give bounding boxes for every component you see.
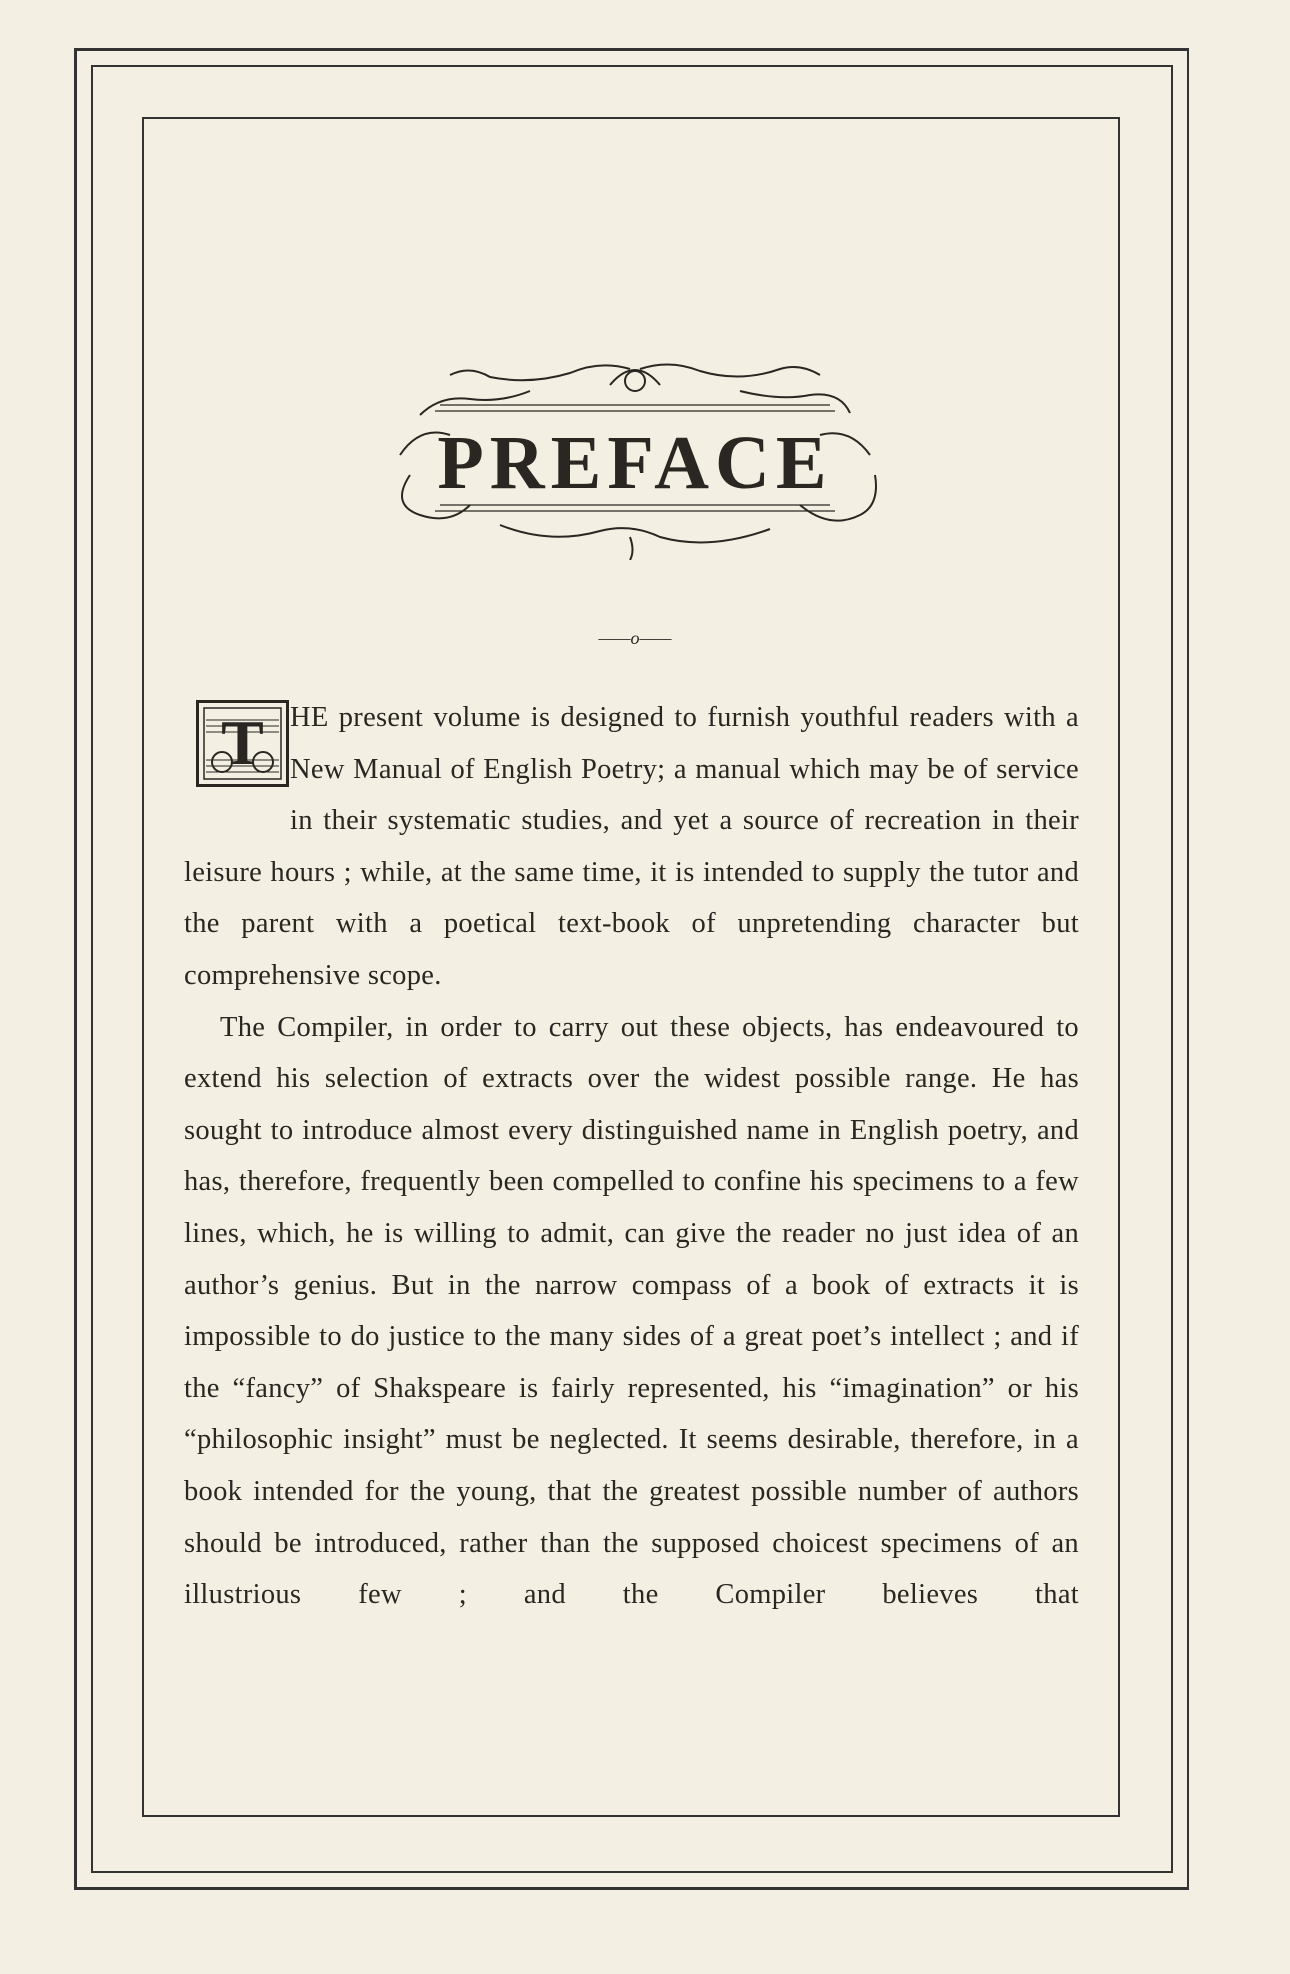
paragraph-1: HE present volume is designed to furnish youthful readers with a New Manual of English Poetry; a manual which may be of service in their systematic studies, and yet a source of recreation in their leisure hours ; while, at the same time, it is intended to supply the tutor and the parent with a poetical text-book of unpretending character but comprehensive scope. (184, 702, 1079, 991)
drop-cap-letter: T (221, 707, 264, 778)
preface-title-ornament (380, 355, 890, 560)
preface-text (184, 692, 1079, 1621)
preface-heading: PREFACE (437, 421, 833, 505)
paragraph-2: The Compiler, in order to carry out these objects, has endeavoured to extend his selection of extracts over the widest possible range. He has sought to introduce almost every distinguished name in English poetry, and has, therefore, frequently been compelled to confine his specimens to a few lines, which, he is willing to admit, can give the reader no just idea of an author’s genius. But in the narrow compass of a book of extracts it is impossible to do justice to the many sides of a great poet’s intellect ; and if the “fancy” of Shakspeare is fairly represented, his “imagination” or his “philosophic insight” must be neglected. It seems desirable, therefore, in a book intended for the young, that the greatest possible number of authors should be introduced, rather than the supposed choicest specimens of an illustrious few ; and the Compiler believes that (184, 1011, 1079, 1611)
separator-rule: ——o—— (598, 628, 672, 648)
drop-cap-space (184, 692, 290, 842)
